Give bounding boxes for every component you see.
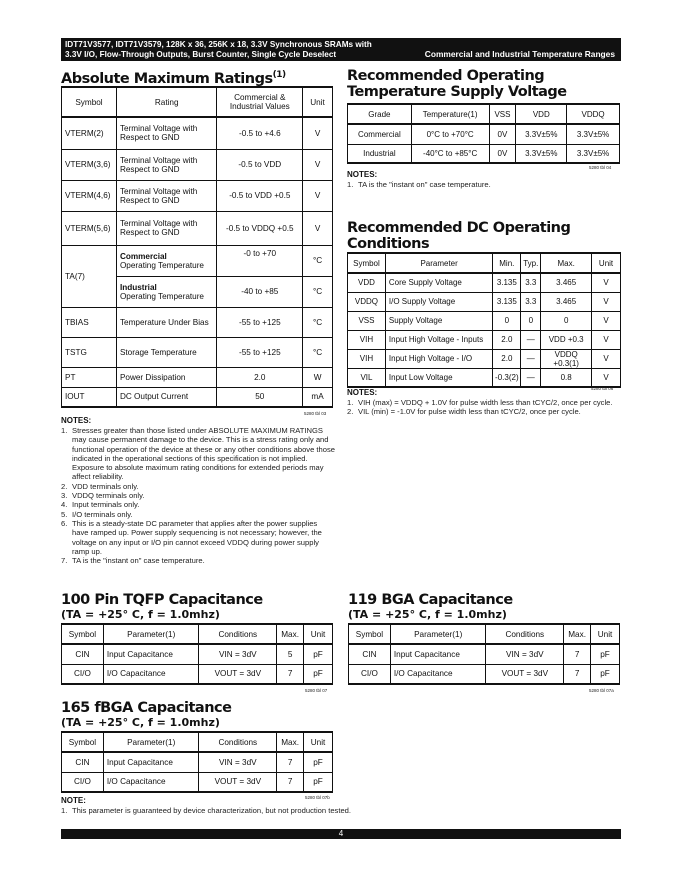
symbol-cell: CI/O (62, 772, 104, 792)
col-typ: Typ. (521, 253, 541, 273)
rec-dc-table (347, 252, 621, 388)
rec-dc-title-line-2: Conditions (347, 236, 430, 252)
col-max: Max. (564, 624, 591, 644)
unit-cell: V (592, 292, 621, 311)
note-text: Input terminals only. (72, 500, 140, 510)
abs-max-notes (61, 426, 335, 565)
value-cell: -0.5 to +4.6 (217, 117, 303, 149)
col-values: Commercial & Industrial Values (217, 87, 303, 117)
tqfp-cap-subtitle: (TA = +25° C, f = 1.0mhz) (61, 608, 220, 621)
table-row (62, 664, 333, 684)
col-grade: Grade (348, 104, 412, 124)
col-unit: Unit (592, 253, 621, 273)
rating-cell: Terminal Voltage with Respect to GND (116, 211, 217, 245)
tqfp-cap-table-code: 5280 tbl 07 (305, 688, 328, 693)
table-row (62, 149, 333, 180)
symbol-cell: CIN (62, 644, 104, 664)
col-symbol: Symbol (62, 624, 104, 644)
max-cell: 0.8 (541, 368, 592, 387)
unit-cell: V (303, 211, 333, 245)
grade-cell: Commercial (348, 124, 412, 144)
table-row (62, 245, 333, 276)
abs-max-table (61, 86, 333, 408)
typ-cell: 3.3 (521, 273, 541, 292)
conditions-cell: VIN = 3dV (199, 752, 277, 772)
note-text: This is a steady-state DC parameter that applies after the power supplies have ramped up. Power supply sequencing is not necessary; however, the voltage on any input or I/O pin cannot exceed VDDQ during power supply ramp up. (72, 518, 322, 556)
unit-cell: V (592, 368, 621, 387)
tqfp-cap-table (61, 623, 333, 685)
rating-cell: Terminal Voltage with Respect to GND (116, 149, 217, 180)
symbol-cell: CIN (349, 644, 391, 664)
unit-cell: V (592, 273, 621, 292)
col-parameter: Parameter(1) (103, 732, 199, 752)
col-rating: Rating (116, 87, 217, 117)
unit-cell: °C (303, 337, 333, 367)
table-row (62, 644, 333, 664)
fbga-cap-table (61, 731, 333, 793)
table-row (348, 311, 621, 330)
conditions-cell: VIN = 3dV (199, 644, 277, 664)
table-row (349, 664, 620, 684)
rec-supply-notes (347, 180, 621, 189)
table-row (62, 387, 333, 407)
symbol-cell: TA(7) (62, 245, 117, 307)
symbol-cell: VIL (348, 368, 386, 387)
note-item: 1. TA is the "instant on" case temperature. (347, 180, 491, 189)
rating-cell: Terminal Voltage with Respect to GND (116, 180, 217, 211)
typ-cell: — (521, 368, 541, 387)
table-row (348, 292, 621, 311)
parameter-cell: Input High Voltage - Inputs (385, 330, 492, 349)
rec-supply-title-line-1: Recommended Operating (347, 68, 545, 84)
abs-max-notes-label: NOTES: (61, 416, 92, 425)
header-title (65, 40, 372, 60)
abs-max-title-note: (1) (272, 70, 286, 80)
note-text: TA is the "instant on" case temperature. (72, 556, 205, 566)
rating-cell: Power Dissipation (116, 367, 217, 387)
rec-supply-table-code: 5280 tbl 04 (589, 165, 612, 170)
max-cell: 3.465 (541, 292, 592, 311)
min-cell: 2.0 (493, 349, 521, 368)
col-symbol: Symbol (62, 732, 104, 752)
rating-cell: Storage Temperature (116, 337, 217, 367)
note-item: 4. Input terminals only. (61, 500, 140, 510)
unit-cell: pF (591, 664, 620, 684)
rating-cell (116, 276, 217, 307)
symbol-cell: CI/O (62, 664, 104, 684)
note-text: Stresses greater than those listed under ABSOLUTE MAXIMUM RATINGS may cause permanent damage to the device. This is a stress rating only and functional operation of the device at these or any other conditions above those indicated in the operational sections of this specification is not implied. Exposure to absolute maximum rating conditions for extended periods may affect reliability. (72, 426, 336, 482)
typ-cell: — (521, 330, 541, 349)
min-cell: 0 (493, 311, 521, 330)
rating-cell (116, 245, 217, 276)
value-cell: 2.0 (217, 367, 303, 387)
value-cell: -0.5 to VDD +0.5 (217, 180, 303, 211)
rec-dc-notes-label: NOTES: (347, 388, 378, 397)
note-item: 3. VDDQ terminals only. (61, 491, 145, 501)
note-text: I/O terminals only. (72, 509, 133, 519)
col-max: Max. (277, 624, 304, 644)
col-max: Max. (541, 253, 592, 273)
rating-bold: Commercial (119, 251, 167, 261)
rec-supply-title (347, 68, 567, 100)
col-unit: Unit (304, 732, 333, 752)
max-cell: 3.465 (541, 273, 592, 292)
note-item: 6. This is a steady-state DC parameter that applies after the power supplies have ramped up. Power supply sequencing is not necessary; however, the voltage on any input or I/O pin cannot exceed VDDQ during power supply ramp up. (61, 518, 322, 556)
note-text: VIH (max) = VDDQ + 1.0V for pulse width less than tCYC/2, once per cycle. (358, 398, 613, 407)
unit-cell: W (303, 367, 333, 387)
parameter-cell: I/O Capacitance (103, 664, 199, 684)
footer-bar (61, 829, 621, 839)
rec-dc-title-line-1: Recommended DC Operating (347, 220, 571, 236)
rec-supply-notes-label: NOTES: (347, 170, 378, 179)
bga-cap-table (348, 623, 620, 685)
rec-supply-table (347, 103, 620, 164)
symbol-cell: CIN (62, 752, 104, 772)
table-row (348, 273, 621, 292)
col-parameter: Parameter (385, 253, 492, 273)
note-item: 7. TA is the "instant on" case temperature. (61, 556, 205, 566)
conditions-cell: VOUT = 3dV (199, 772, 277, 792)
unit-cell: pF (304, 644, 333, 664)
symbol-cell: VTERM(5,6) (62, 211, 117, 245)
value-cell: -0.5 to VDDQ +0.5 (217, 211, 303, 245)
table-row (62, 307, 333, 337)
table-row (348, 124, 620, 144)
table-row (62, 772, 333, 792)
table-header-row (348, 253, 621, 273)
max-cell: VDD +0.3 (541, 330, 592, 349)
parameter-cell: I/O Supply Voltage (385, 292, 492, 311)
temp-cell: -40°C to +85°C (411, 144, 489, 163)
max-cell: 0 (541, 311, 592, 330)
rating-text: Operating Temperature (119, 260, 204, 270)
unit-cell: V (592, 349, 621, 368)
parameter-cell: I/O Capacitance (390, 664, 486, 684)
rating-bold: Industrial (119, 282, 157, 292)
table-row (349, 644, 620, 664)
unit-cell: °C (303, 276, 333, 307)
max-cell: 7 (277, 772, 304, 792)
header-range: Commercial and Industrial Temperature Ranges (424, 49, 615, 59)
value-cell: -55 to +125 (217, 337, 303, 367)
col-conditions: Conditions (199, 624, 277, 644)
vdd-cell: 3.3V±5% (516, 144, 567, 163)
conditions-cell: VOUT = 3dV (199, 664, 277, 684)
max-cell: 7 (564, 664, 591, 684)
col-min: Min. (493, 253, 521, 273)
note-item: 1. This parameter is guaranteed by device characterization, but not production tested. (61, 806, 352, 815)
rec-dc-title (347, 220, 570, 252)
bga-cap-title: 119 BGA Capacitance (348, 592, 513, 608)
note-item: 5. I/O terminals only. (61, 509, 133, 519)
max-cell: VDDQ +0.3(1) (541, 349, 592, 368)
max-cell: 7 (564, 644, 591, 664)
rating-text: Operating Temperature (119, 291, 204, 301)
unit-cell: °C (303, 307, 333, 337)
table-header-row (62, 732, 333, 752)
symbol-cell: TSTG (62, 337, 117, 367)
table-row (348, 330, 621, 349)
min-cell: 3.135 (493, 292, 521, 311)
col-symbol: Symbol (62, 87, 117, 117)
col-unit: Unit (591, 624, 620, 644)
abs-max-title (61, 67, 286, 87)
min-cell: 3.135 (493, 273, 521, 292)
col-temperature: Temperature(1) (411, 104, 489, 124)
header-line-1: IDT71V3577, IDT71V3579, 128K x 36, 256K x 18, 3.3V Synchronous SRAMs with (65, 40, 372, 49)
col-parameter: Parameter(1) (390, 624, 486, 644)
page-number: 4 (338, 829, 344, 838)
symbol-cell: VIH (348, 349, 386, 368)
value-cell: -55 to +125 (217, 307, 303, 337)
table-row (348, 349, 621, 368)
rec-dc-table-code: 5280 tbl 06 (591, 386, 614, 391)
rating-cell: Temperature Under Bias (116, 307, 217, 337)
symbol-cell: VTERM(2) (62, 117, 117, 149)
abs-max-table-code: 5280 tbl 03 (304, 411, 327, 416)
typ-cell: 3.3 (521, 292, 541, 311)
symbol-cell: IOUT (62, 387, 117, 407)
unit-cell: pF (304, 772, 333, 792)
conditions-cell: VOUT = 3dV (486, 664, 564, 684)
symbol-cell: TBIAS (62, 307, 117, 337)
parameter-cell: Input Low Voltage (385, 368, 492, 387)
note-text: VDD terminals only. (72, 481, 139, 491)
grade-cell: Industrial (348, 144, 412, 163)
value-cell: 50 (217, 387, 303, 407)
unit-cell: pF (304, 664, 333, 684)
note-item: 2. VIL (min) = -1.0V for pulse width less than tCYC/2, once per cycle. (347, 407, 581, 417)
table-row (348, 144, 620, 163)
col-vdd: VDD (516, 104, 567, 124)
value-cell: -40 to +85 (217, 276, 303, 307)
col-parameter: Parameter(1) (103, 624, 199, 644)
table-header-row (62, 624, 333, 644)
col-symbol: Symbol (348, 253, 386, 273)
vdd-cell: 3.3V±5% (516, 124, 567, 144)
vddq-cell: 3.3V±5% (567, 124, 620, 144)
fbga-cap-table-code: 5280 tbl 07b (305, 795, 330, 800)
table-row (62, 211, 333, 245)
min-cell: 2.0 (493, 330, 521, 349)
unit-cell: pF (591, 644, 620, 664)
parameter-cell: Supply Voltage (385, 311, 492, 330)
col-symbol: Symbol (349, 624, 391, 644)
col-conditions: Conditions (486, 624, 564, 644)
table-row (62, 180, 333, 211)
col-max: Max. (277, 732, 304, 752)
note-text: VIL (min) = -1.0V for pulse width less than tCYC/2, once per cycle. (358, 407, 581, 417)
table-row (348, 368, 621, 387)
symbol-cell: VTERM(3,6) (62, 149, 117, 180)
max-cell: 7 (277, 664, 304, 684)
col-conditions: Conditions (199, 732, 277, 752)
symbol-cell: CI/O (349, 664, 391, 684)
conditions-cell: VIN = 3dV (486, 644, 564, 664)
symbol-cell: VTERM(4,6) (62, 180, 117, 211)
parameter-cell: I/O Capacitance (103, 772, 199, 792)
value-cell: -0.5 to VDD (217, 149, 303, 180)
temp-cell: 0°C to +70°C (411, 124, 489, 144)
symbol-cell: VDDQ (348, 292, 386, 311)
symbol-cell: VDD (348, 273, 386, 292)
unit-cell: V (592, 330, 621, 349)
parameter-cell: Input Capacitance (390, 644, 486, 664)
max-cell: 5 (277, 644, 304, 664)
note-item: 1. Stresses greater than those listed under ABSOLUTE MAXIMUM RATINGS may cause permanent damage to the device. This is a stress rating only and functional operation of the device at these or any other conditions above those indicated in the operational sections of this specification is not implied. Exposure to absolute maximum rating conditions for extended periods may affect reliability. (61, 426, 336, 482)
value-cell: -0 to +70 (217, 245, 303, 276)
vss-cell: 0V (489, 124, 516, 144)
unit-cell: V (592, 311, 621, 330)
typ-cell: 0 (521, 311, 541, 330)
parameter-cell: Core Supply Voltage (385, 273, 492, 292)
rating-cell: DC Output Current (116, 387, 217, 407)
unit-cell: V (303, 180, 333, 211)
note-text: TA is the "instant on" case temperature. (358, 180, 491, 189)
symbol-cell: VIH (348, 330, 386, 349)
unit-cell: pF (304, 752, 333, 772)
tqfp-cap-title: 100 Pin TQFP Capacitance (61, 592, 263, 608)
unit-cell: V (303, 149, 333, 180)
vss-cell: 0V (489, 144, 516, 163)
symbol-cell: VSS (348, 311, 386, 330)
col-vddq: VDDQ (567, 104, 620, 124)
col-unit: Unit (303, 87, 333, 117)
bga-cap-subtitle: (TA = +25° C, f = 1.0mhz) (348, 608, 507, 621)
table-row (62, 752, 333, 772)
bga-cap-table-code: 5280 tbl 07a (589, 688, 614, 693)
fbga-cap-subtitle: (TA = +25° C, f = 1.0mhz) (61, 716, 220, 729)
table-header-row (62, 87, 333, 117)
fbga-notes-label: NOTE: (61, 796, 86, 805)
rating-cell: Terminal Voltage with Respect to GND (116, 117, 217, 149)
max-cell: 7 (277, 752, 304, 772)
min-cell: -0.3(2) (493, 368, 521, 387)
fbga-notes (61, 806, 381, 815)
header-line-2: 3.3V I/O, Flow-Through Outputs, Burst Counter, Single Cycle Deselect (65, 50, 337, 59)
table-row (62, 337, 333, 367)
table-row (62, 367, 333, 387)
note-text: VDDQ terminals only. (72, 491, 145, 501)
col-vss: VSS (489, 104, 516, 124)
note-item: 2. VDD terminals only. (61, 481, 139, 491)
parameter-cell: Input Capacitance (103, 644, 199, 664)
abs-max-title-text: Absolute Maximum Ratings (61, 70, 273, 87)
note-item: 1. VIH (max) = VDDQ + 1.0V for pulse width less than tCYC/2, once per cycle. (347, 398, 613, 407)
note-text: This parameter is guaranteed by device characterization, but not production tested. (72, 806, 352, 815)
rec-dc-notes (347, 398, 623, 417)
unit-cell: V (303, 117, 333, 149)
rec-supply-title-line-2: Temperature Supply Voltage (347, 84, 567, 100)
col-unit: Unit (304, 624, 333, 644)
fbga-cap-title: 165 fBGA Capacitance (61, 700, 232, 716)
unit-cell: mA (303, 387, 333, 407)
table-header-row (348, 104, 620, 124)
typ-cell: — (521, 349, 541, 368)
table-header-row (349, 624, 620, 644)
header-bar (61, 38, 621, 61)
table-row (62, 117, 333, 149)
symbol-cell: PT (62, 367, 117, 387)
parameter-cell: Input Capacitance (103, 752, 199, 772)
parameter-cell: Input High Voltage - I/O (385, 349, 492, 368)
vddq-cell: 3.3V±5% (567, 144, 620, 163)
unit-cell: °C (303, 245, 333, 276)
